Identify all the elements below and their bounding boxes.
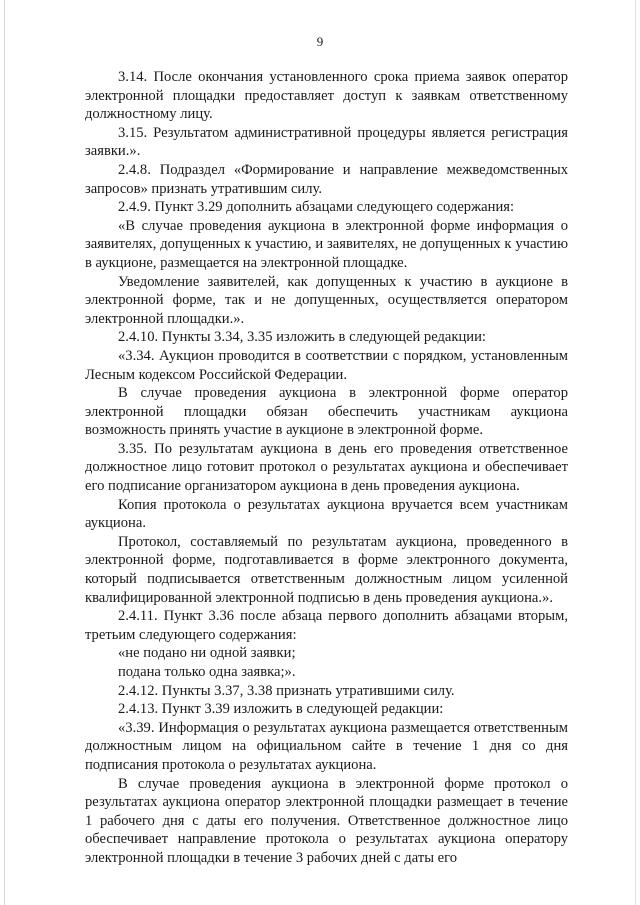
paragraph: «В случае проведения аукциона в электронной форме информация о заявителях, допущенных к участию, и заявителях, не допущенных к участию в аукционе, размещается на электронной площадке. [85,217,568,271]
paragraph: В случае проведения аукциона в электронной форме оператор электронной площадки обязан обеспечить участникам аукциона возможность принять участие в аукционе в электронной форме. [85,385,568,439]
paragraph: Копия протокола о результатах аукциона вручается всем участникам аукциона. [85,496,568,532]
scan-edge-right [635,0,636,905]
paragraph: 2.4.10. Пункты 3.34, 3.35 изложить в следующей редакции: [118,329,486,346]
paragraph: 2.4.8. Подраздел «Формирование и направление межведомственных запросов» признать утратившим силу. [85,161,568,197]
scan-edge-left [4,0,5,905]
page-number: 9 [316,34,324,49]
paragraph: «не подано ни одной заявки; [118,645,296,662]
paragraph: 3.15. Результатом административной процедуры является регистрация заявки.». [85,124,568,160]
paragraph: «3.34. Аукцион проводится в соответствии с порядком, установленным Лесным кодексом Российской Федерации. [85,347,568,383]
document-body [85,68,568,868]
paragraph: 3.14. После окончания установленного срока приема заявок оператор электронной площадки предоставляет доступ к заявкам ответственному должностному лицу. [85,69,568,123]
paragraph: 2.4.9. Пункт 3.29 дополнить абзацами следующего содержания: [118,199,515,216]
paragraph: Уведомление заявителей, как допущенных к участию в аукционе в электронной форме, так и не допущенных, осуществляется оператором электронной площадки.». [85,273,568,327]
paragraph: Протокол, составляемый по результатам аукциона, проведенного в электронной форме, подготавливается в форме электронного документа, который подписывается ответственным должностным лицом усиленной квалифицированной электронной подписью в день проведения аукциона.». [85,533,568,606]
paragraph: 2.4.11. Пункт 3.36 после абзаца первого дополнить абзацами вторым, третьим следующего содержания: [85,608,568,643]
paragraph: подана только одна заявка;». [118,664,296,680]
paragraph: 3.35. По результатам аукциона в день его проведения ответственное должностное лицо готовит протокол о результатах аукциона и обеспечивает его подписание организатором аукциона в день проведения аукциона. [85,440,568,495]
paragraph: 2.4.12. Пункты 3.37, 3.38 признать утратившими силу. [118,682,455,699]
paragraph: «3.39. Информация о результатах аукциона размещается ответственным должностным лицом на официальном сайте в течение 1 дня со дня подписания протокола о результатах аукциона. [85,719,568,773]
paragraph: 2.4.13. Пункт 3.39 изложить в следующей редакции: [118,701,444,718]
paragraph: В случае проведения аукциона в электронной форме протокол о результатах аукциона оператор электронной площадки размещает в течение 1 рабочего дня с даты его получения. Ответственное должностное лицо обеспечивает направление протокола о результатах аукциона оператору электронной площадки в течение 3 рабочих дней с даты его [85,775,568,866]
